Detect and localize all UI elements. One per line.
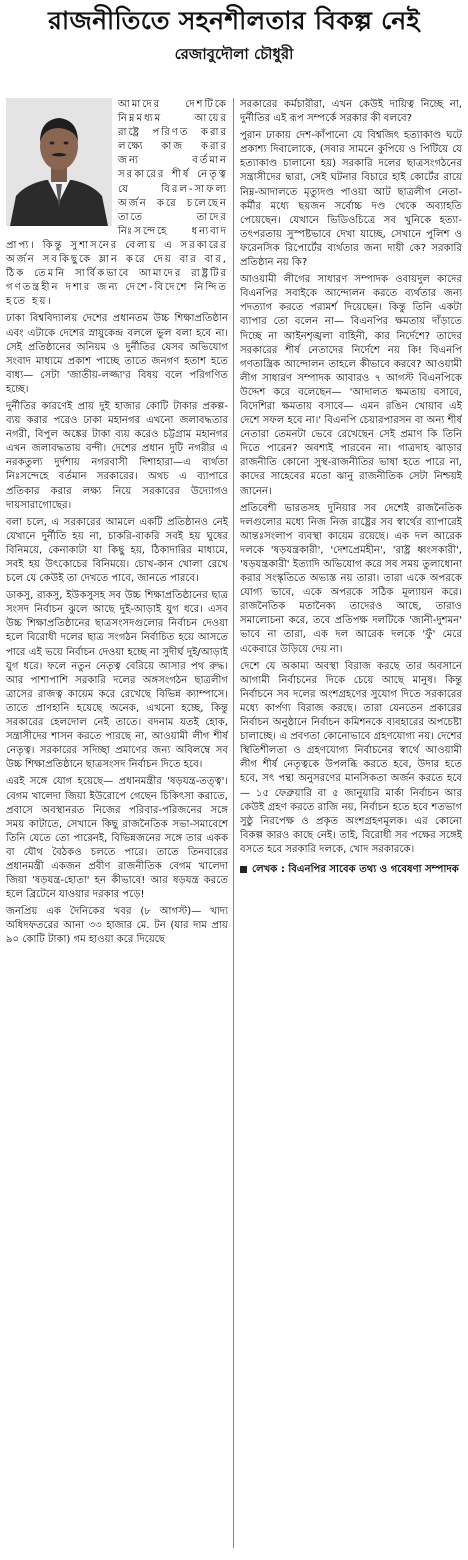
paragraph: প্রতিবেশী ভারতসহ দুনিয়ার সব দেশেই রাজনৈতিক দলগুলোর মধ্যে নিজ নিজ রাষ্ট্রের সব স্বার্থের ব্যাপারেই আন্তঃসংলাপ ব্যবস্থা কায়েম রয়েছে। এক দল আরেক দলকে 'ষড়যন্ত্রকারী', 'দেশপ্রেমহীন', 'রাষ্ট্র ধ্বংসকারী', 'ষড়যন্ত্রকারী' ইত্যাদি অভিযোগ করে সব সময় তুলাধোনা করার সংস্কৃতিতে অভ্যস্ত নয় তারা। তারা একে অপরকে যোগ্য ভাবে, একে অপরকে সঠিক মূল্যায়ন করে। রাজনৈতিক মতানৈক্য তাদেরও আছে, তারাও সমালোচনা করে, তবে প্রতিপক্ষ দলটিকে 'জানী-দুশমন' ভাবে না তারা, এক দল আরেক দলকে 'ফুঁ' মেরে একেবারে উড়িয়ে দেয় না। bbox=[240, 502, 462, 655]
paragraph: ঢাকা বিশ্ববিদ্যালয় দেশের প্রধানতম উচ্চ শিক্ষাপ্রতিষ্ঠান এবং এটাকে দেশের স্নায়ুকেন্দ্র বললে ভুল বলা হবে না। সেই প্রতিষ্ঠানের অনিয়ম ও দুর্নীতির যেসব অভিযোগ সংবাদ মাধ্যমে প্রকাশ পাচ্ছে তাতে জনগণ হতাশ হতে বাধ্য— সেটা 'জাতীয়-লজ্জা'র বিষয় বলে পরিগণিত হচ্ছে। bbox=[6, 313, 228, 395]
paragraph: জনপ্রিয় এক দৈনিকের খবর (৮ আগস্ট)— খাদ্য অধিদফতরের আনা ৩৩ হাজার মে. টন (যার দাম প্রায় ৯০ কোটি টাকা) গম হাওয়া করে দিয়েছে bbox=[6, 906, 228, 946]
paragraph: দুর্নীতির কারণেই প্রায় দুই হাজার কোটি টাকার প্রকল্প-ব্যয় করার পরেও ঢাকা মহানগর এখনো জলাবদ্ধতার নগরী, বিপুল অঙ্কের টাকা ব্যয় করেও চট্টগ্রাম মহানগর এখন জলাবদ্ধতায় বন্দী। দেশের প্রধান দুটি নগরীর এ নরকতুল্য দুর্দশায় নগরবাসী দিশাহারা—এ ব্যর্থতা নিঃসন্দেহে বর্তমান সরকারের। অথচ এ ব্যাপারে প্রতিকার করার লক্ষ্য নিয়ে সরকারের উদ্যোগও দায়সারাগোছের। bbox=[6, 400, 228, 511]
author-photo bbox=[6, 98, 112, 226]
paragraph: ডাকসু, রাকসু, ইউকসুসহ সব উচ্চ শিক্ষাপ্রতিষ্ঠানের ছাত্র সংসদ নির্বাচন ঝুলে আছে দুই-আড়াই যুগ ধরে। এসব উচ্চ শিক্ষাপ্রতিষ্ঠানের ছাত্রসংসদগুলোর নির্বাচন দেওয়া হলে বিরোধী দলের ছাত্র সংগঠন নির্বাচিত হয়ে আসতে পারে এই ভয়ে নির্বাচন দেওয়া হচ্ছে না সুদীর্ঘ দুই/আড়াই যুগ ধরে। ফলে নতুন নেতৃত্ব বেরিয়ে আসার পথ রুদ্ধ। আর পাশাপাশি সরকারি দলের অঙ্গসংগঠন ছাত্রলীগ ত্রাসের রাজত্ব কায়েম করে রেখেছে বিভিন্ন ক্যাম্পাসে। তাতে প্রাণহানি হয়েছে অনেক, এখনো হচ্ছে, কিন্তু সরকারের হেলদোল নেই তাতে। বদনাম যতই হোক, সন্ত্রাসীদের শাসন করতে পারছে না, আওয়ামী লীগ শীর্ষ নেতৃত্ব। সরকারের সদিচ্ছা প্রমাণের জন্য অবিলম্বে সব উচ্চ শিক্ষাপ্রতিষ্ঠানে ছাত্রসংসদ নির্বাচন দিতে হবে। bbox=[6, 590, 228, 771]
article-byline: রেজাবুদৌলা চৌধুরী bbox=[174, 45, 294, 63]
column-divider bbox=[233, 98, 234, 1548]
author-note-text: লেখক : বিএনপির সাবেক তথ্য ও গবেষণা সম্পাদক bbox=[252, 863, 459, 875]
article-column-right bbox=[240, 98, 462, 1548]
paragraph: সরকারের কর্মচারীরা, এখন কেউই দায়িত্ব নিচ্ছে না, দুর্নীতির এই রূপ সম্পর্কে সরকার কী বলবে? bbox=[240, 99, 462, 125]
author-note bbox=[240, 863, 462, 877]
paragraph: পুরান ঢাকায় দেশ-কাঁপানো যে বিশ্বজিৎ হত্যাকাণ্ড ঘটে প্রকাশ্য দিবালোকে, (সবার সামনে কুপিয়ে ও পিটিয়ে যে হত্যাকাণ্ড চালানো হয়) সরকারি দলের ছাত্রসংগঠনের সন্ত্রাসীদের দ্বারা, সেই ঘটনার বিচারে হাই কোর্টের রায়ে নিম্ন-আদালতে মৃত্যুদণ্ড পাওয়া আট ছাত্রলীগ নেতা-কর্মীর মধ্যে ছয়জন সর্বোচ্চ দণ্ড থেকে অব্যাহতি পেয়েছেন। যেখানে ভিডিওচিত্রে সব খুনিকে হত্যা-তৎপরতায় সুস্পষ্টভাবে দেখা যাচ্ছে, সেখানে পুলিশ ও ফরেনসিক রিপোর্টের ব্যর্থতার জন্য দায়ী কে? সরকারি প্রতিষ্ঠান নয় কি? bbox=[240, 130, 462, 269]
square-bullet-icon bbox=[240, 866, 247, 873]
paragraph: আওয়ামী লীগের সাধারণ সম্পাদক ওবায়দুল কাদের বিএনপির সবাইকে আন্দোলন করতে ব্যর্থতার জন্য পদত্যাগ করতে পরামর্শ দিয়েছেন। কিন্তু তিনি একটা ব্যাপার তো বলেন না— বিএনপির ক্ষমতায় দাঁড়াতে দিচ্ছে না আইনশৃঙ্খলা বাহিনী, কার নির্দেশে? তাদের সরকারের শীর্ষ নেতাদের নির্দেশে নয় কি! বিএনপি গণতান্ত্রিক আন্দোলন তাহলে কীভাবে করবে? আওয়ামী লীগ সাধারণ সম্পাদক আবারও ৭ আগস্ট বিএনপিকে উদ্দেশ করে বলেছেন— 'আদালত ক্ষমতায় বসাবে, বিদেশিরা ক্ষমতায় বসাবে— এমন রঙিন খোয়াব এই দেশে সফল হবে না।' বিএনপি চেয়ারপারসন বা অন্য শীর্ষ নেতারা তেমনটা ভেবে রেখেছেন সেই প্রমাণ কি তিনি দিতে পারেন? অবশ্যই পারবেন না। গাত্রদাহ ঝাড়ার রাজনীতি কোনো সুস্থ-রাজনীতির ভাষা হতে পারে না, কাদের সাহেবের মতো ঝানু রাজনীতিক সেটা নিশ্চয়ই জানেন। bbox=[240, 274, 462, 497]
paragraph: বলা চলে, এ সরকারের আমলে একটি প্রতিষ্ঠানও নেই যেখানে দুর্নীতি হয় না, চাকরি-বাকরি সবই হয় ঘুষের বিনিময়ে, কেনাকাটা যা কিছু হয়, ঠিকাদারির মাধ্যমে, সবই হয় উৎকোচের বিনিময়ে। চোখ-কান খোলা রেখে চলে যে কেউই তা দেখতে পাবে, জানতে পারবে। bbox=[6, 516, 228, 585]
article-headline: রাজনীতিতে সহনশীলতার বিকল্প নেই bbox=[48, 6, 420, 35]
article-column-left bbox=[6, 98, 228, 1548]
paragraph: দেশে যে অকাম্য অবস্থা বিরাজ করছে তার অবসানে আগামী নির্বাচনের দিকে চেয়ে আছে মানুষ। কিন্তু নির্বাচনে সব দলের অংশগ্রহণের সুযোগ দিতে সরকারের মধ্যে কার্পণ্য বিরাজ করছে। তারা যেনতেন প্রকারের নির্বাচন অনুষ্ঠানে নির্বাচন কমিশনকে ব্যবহারের অপচেষ্টা চালাচ্ছে। এ প্রবণতা কোনোভাবে গ্রহণযোগ্য নয়। দেশের স্থিতিশীলতা ও গ্রহণযোগ্য নির্বাচনের স্বার্থে আওয়ামী লীগ শীর্ষ নেতৃত্বকে উপলব্ধি করতে হবে, উদার হতে হবে, সৎ পন্থা অনুসরণের মানসিকতা অর্জন করতে হবে— ১৫ ফেব্রুয়ারি বা ৫ জানুয়ারি মার্কা নির্বাচন আর কেউই গ্রহণ করতে রাজি নয়, নির্বাচন হতে হবে শতভাগ সুষ্ঠু নিরপেক্ষ ও প্রকৃত অংশগ্রহণমূলক। এর কোনো বিকল্প কারও কাছে নেই। তাই, বিরোধী সব পক্ষের সঙ্গেই বসতে হবে সরকারি দলকে, খোদ সরকারকে। bbox=[240, 660, 462, 855]
paragraph: আমাদের দেশটিকে নিম্নমধ্যম আয়ের রাষ্ট্রে পরিণত করার লক্ষ্যে কাজ করার জন্য বর্তমান সরকারের শীর্ষ নেতৃত্ব যে বিরল-সাফল্য অর্জন করে চলেছেন তাতে তাদের নিঃসন্দেহে ধন্যবাদ প্রাপ্য। কিন্তু সুশাসনের বেলায় এ সরকারের অর্জন সবকিছুকে ম্লান করে দেয় বার বার, ঠিক তেমনি সার্বিকভাবে আমাদের রাষ্ট্রটির গণতন্ত্রহীন দশার জন্য দেশে-বিদেশে নিন্দিত হতে হয়। bbox=[6, 99, 228, 308]
paragraph: এরই সঙ্গে যোগ হয়েছে— প্রধানমন্ত্রীর 'ষড়যন্ত্র-তত্ত্ব'। বেগম খালেদা জিয়া ইউরোপে গেছেন চিকিৎসা করাতে, প্রবাসে অবস্থানরত নিজের পরিবার-পরিজনের সঙ্গে সময় কাটাতে, সেখানে কিছু রাজনৈতিক সভা-সমাবেশে তিনি যেতে তো পারেনই, বিভিন্নজনের সঙ্গে তার একক বা যৌথ বৈঠকও চলতে পারে। তাতে তিনবারের প্রধানমন্ত্রী একজন প্রবীণ রাজনীতিক বেগম খালেদা জিয়া 'ষড়যন্ত্র-হোতা' হন কীভাবে! আর ষড়যন্ত্র করতে হলে ব্রিটেনে যাওয়ার দরকার পড়ে! bbox=[6, 776, 228, 901]
